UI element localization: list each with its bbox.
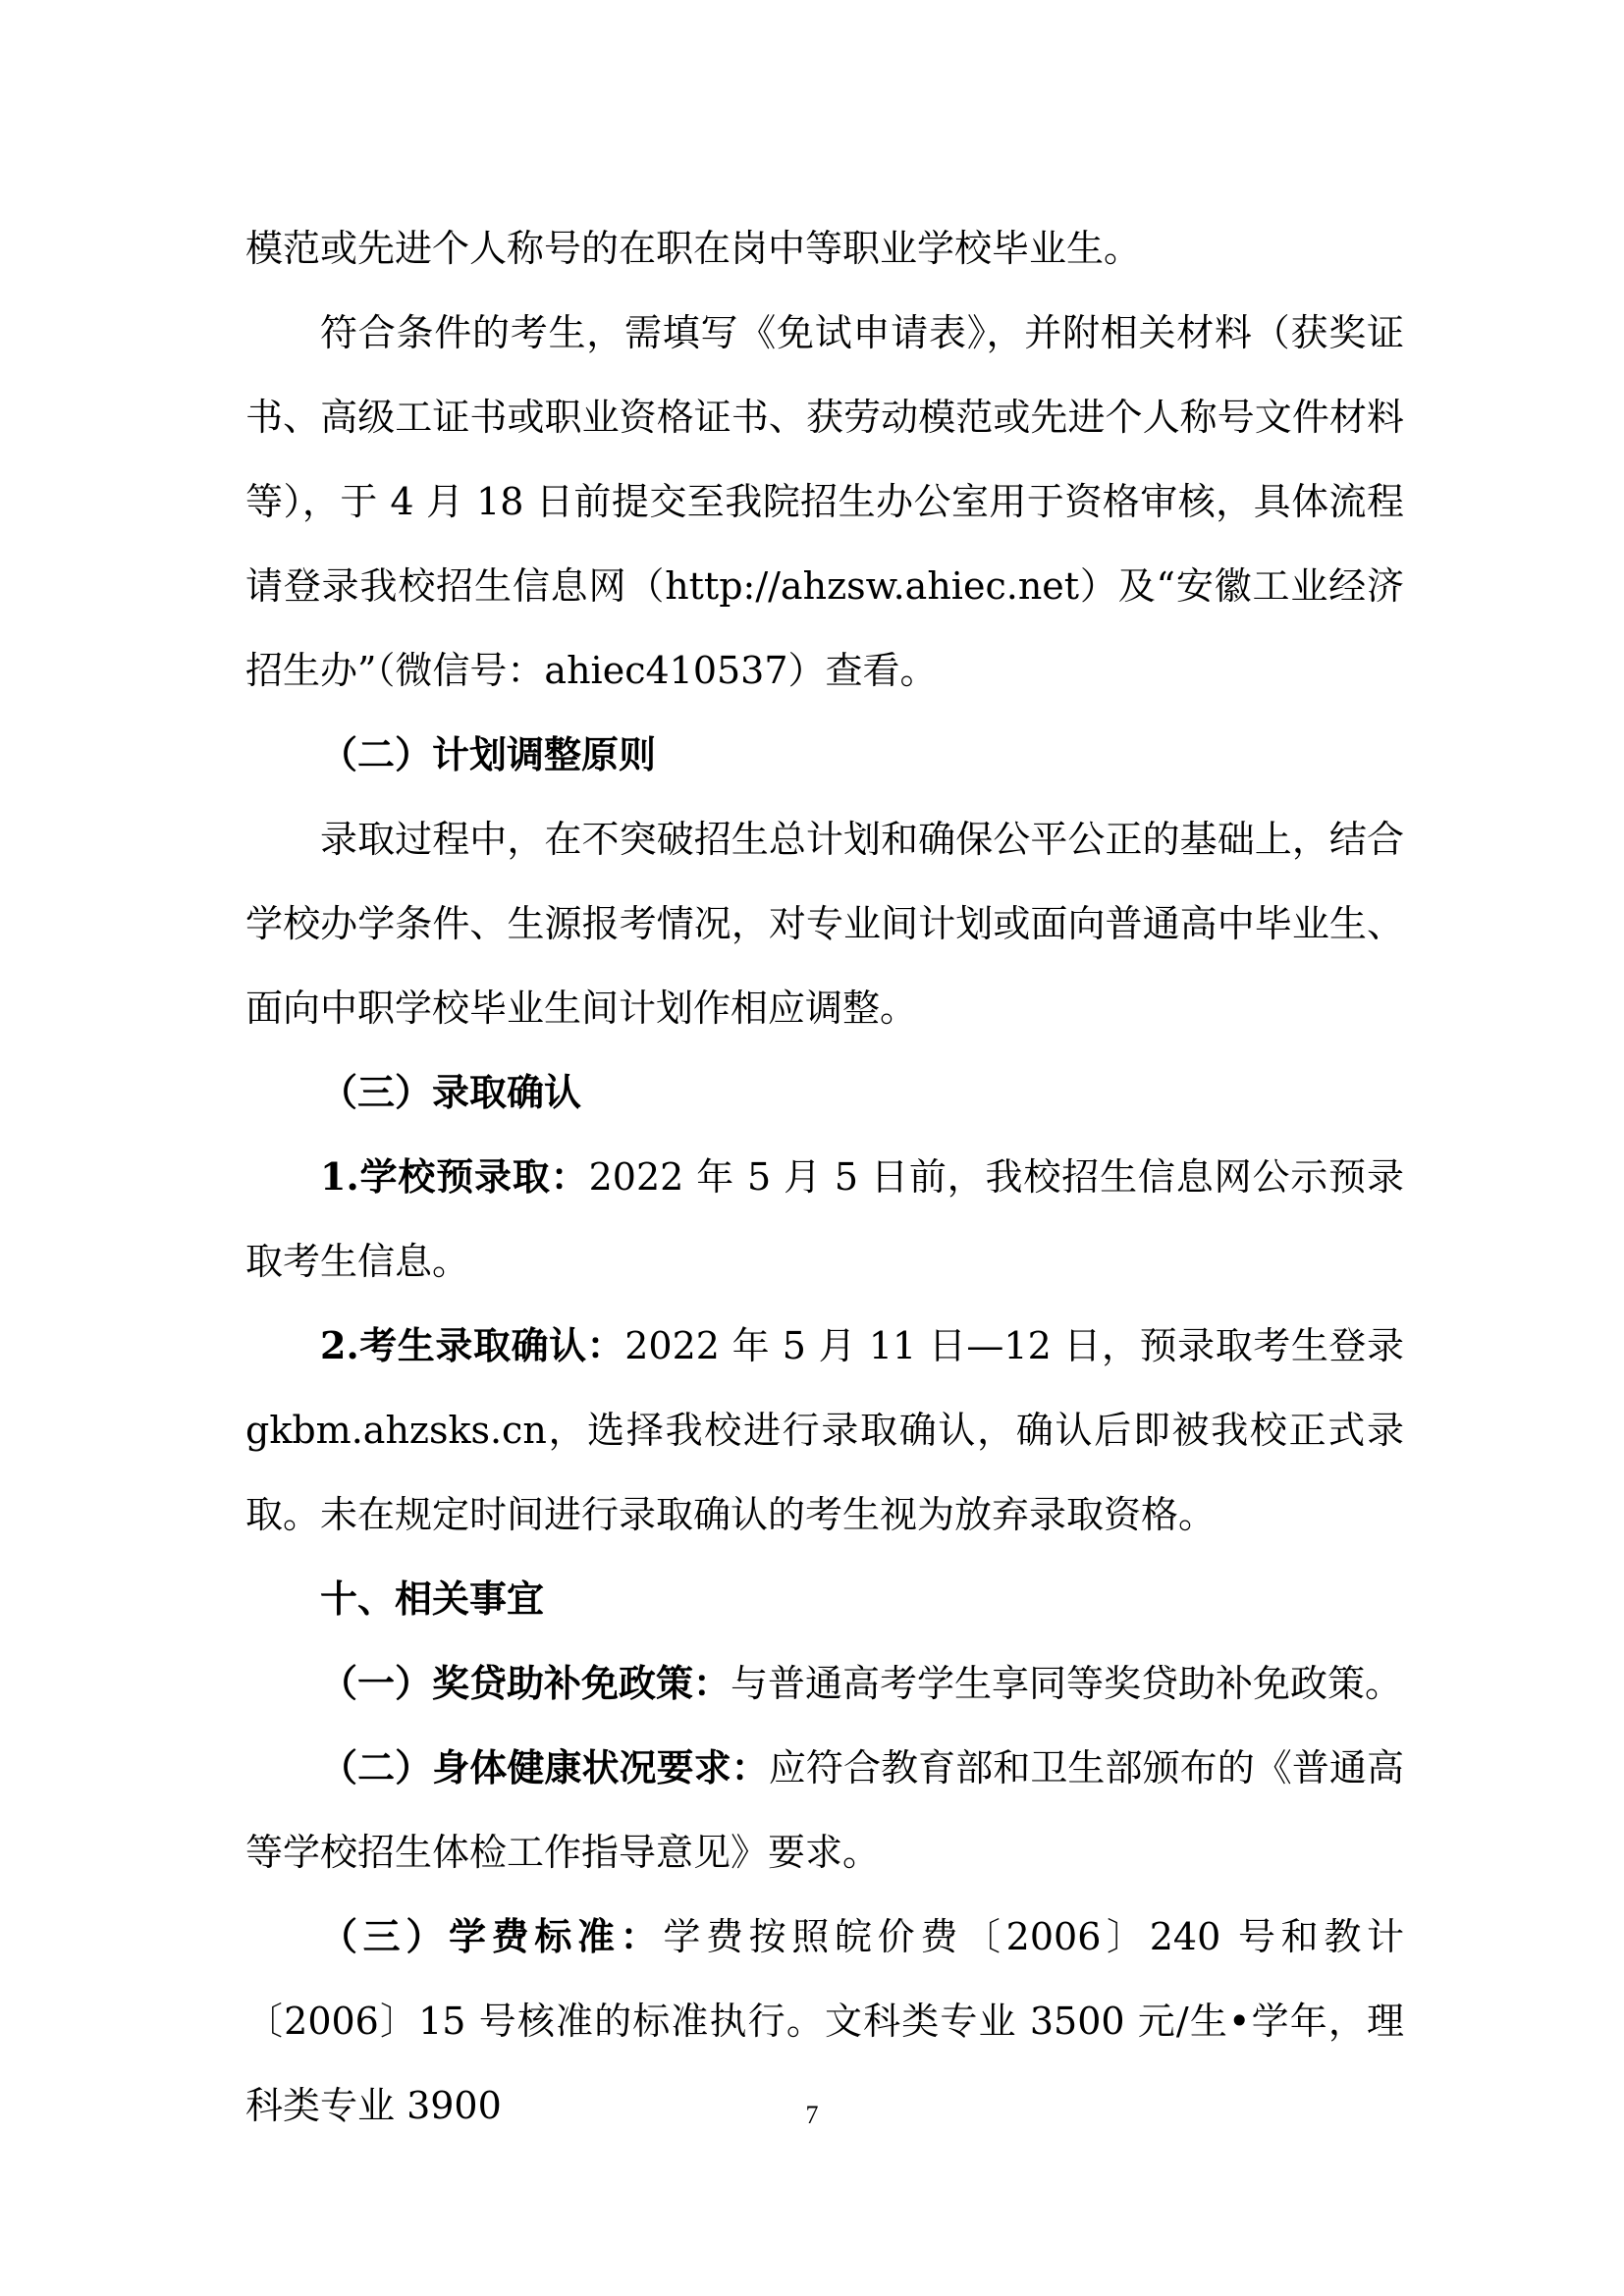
admission-confirm-text: 2022 年 5 月 11 日—12 日，预录取考生登录 gkbm.ahzsks.cn，选择我校进行录取确认，确认后即被我校正式录取。未在规定时间进行录取确认的考生视为放弃录取资格。 xyxy=(245,1324,1404,1536)
pre-admission-lead: 1.学校预录取： xyxy=(320,1154,589,1199)
heading-plan-adjustment: （二）计划调整原则 xyxy=(320,732,657,776)
page-number: 7 xyxy=(805,2101,819,2129)
tuition-standard-text: 学费按照皖价费〔2006〕240 号和教计〔2006〕15 号核准的标准执行。文科类专业 3500 元/生•学年，理科类专业 3900 xyxy=(245,1915,1404,2127)
paragraph-application-materials: 符合条件的考生，需填写《免试申请表》，并附相关材料（获奖证书、高级工证书或职业资格证书、获劳动模范或先进个人称号文件材料等），于 4 月 18 日前提交至我院招生办公室用于资格审核，具体流程请登录我校招生信息网（http://ahzsw.ahiec.net）及“安徽工业经济招生办”（微信号：ahiec410537）查看。 xyxy=(245,311,1404,692)
health-requirements-text: 应符合教育部和卫生部颁布的《普通高等学校招生体检工作指导意见》要求。 xyxy=(245,1746,1404,1874)
health-requirements-lead: （二）身体健康状况要求： xyxy=(320,1745,769,1789)
pre-admission-text: 2022 年 5 月 5 日前，我校招生信息网公示预录取考生信息。 xyxy=(245,1155,1405,1283)
heading-admission-confirmation: （三）录取确认 xyxy=(320,1070,582,1114)
heading-related-matters: 十、相关事宜 xyxy=(320,1576,545,1621)
paragraph-plan-adjustment: 录取过程中，在不突破招生总计划和确保公平公正的基础上，结合学校办学条件、生源报考情况，对专业间计划或面向普通高中毕业生、面向中职学校毕业生间计划作相应调整。 xyxy=(245,818,1404,1030)
document-body xyxy=(245,206,1404,2148)
admission-confirm-lead: 2.考生录取确认： xyxy=(320,1323,625,1367)
paragraph-financial-aid xyxy=(245,1641,1404,1726)
paragraph-admission-confirm xyxy=(245,1304,1404,1557)
financial-aid-text: 与普通高考学生享同等奖贷助补免政策。 xyxy=(731,1662,1403,1705)
paragraph-continuation: 模范或先进个人称号的在职在岗中等职业学校毕业生。 xyxy=(245,227,1142,270)
paragraph-health-requirements xyxy=(245,1726,1404,1895)
financial-aid-lead: （一）奖贷助补免政策： xyxy=(320,1661,731,1705)
tuition-standard-lead: （三）学费标准： xyxy=(320,1914,664,1958)
paragraph-pre-admission xyxy=(245,1135,1404,1304)
